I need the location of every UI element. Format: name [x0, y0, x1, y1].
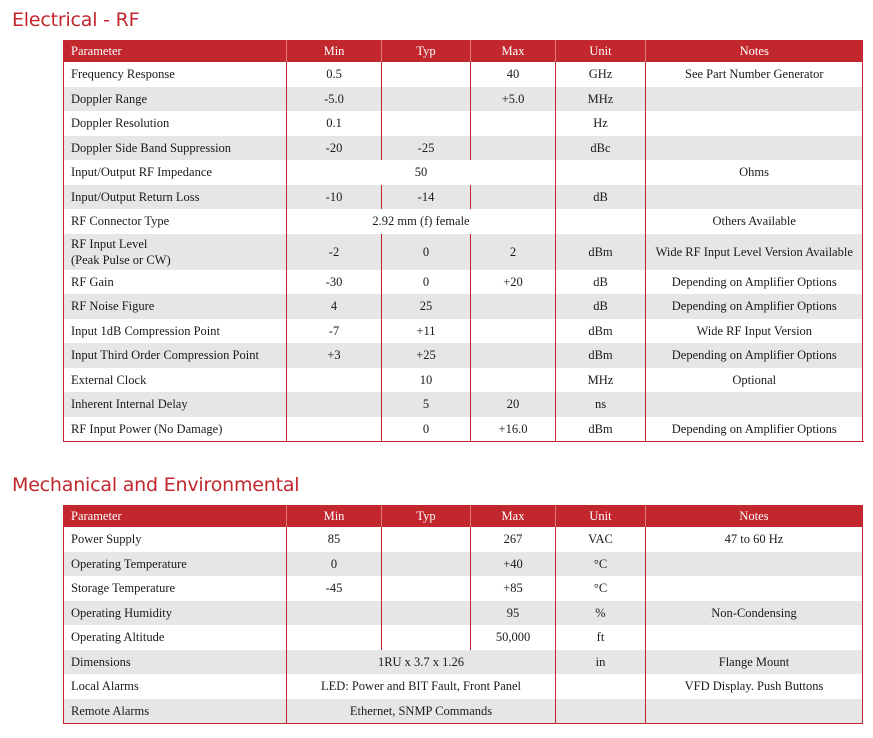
table-row — [64, 625, 863, 650]
column-header-unit: Unit — [556, 40, 646, 62]
cell-parameter: RF Gain — [64, 270, 287, 295]
table-row — [64, 160, 863, 185]
cell-max — [471, 368, 556, 393]
cell-min: 85 — [287, 527, 382, 552]
table-row — [64, 699, 863, 724]
cell-min: 0.5 — [287, 62, 382, 87]
cell-typ: 5 — [382, 392, 471, 417]
cell-value-span: 50 — [287, 160, 556, 185]
table-row — [64, 417, 863, 442]
table-row — [64, 270, 863, 295]
cell-unit: GHz — [556, 62, 646, 87]
cell-notes — [646, 576, 863, 601]
cell-unit — [556, 674, 646, 699]
cell-notes — [646, 87, 863, 112]
cell-notes — [646, 111, 863, 136]
cell-notes: 47 to 60 Hz — [646, 527, 863, 552]
cell-parameter: Local Alarms — [64, 674, 287, 699]
table-row — [64, 136, 863, 161]
cell-unit: °C — [556, 576, 646, 601]
column-header-parameter: Parameter — [64, 505, 287, 527]
cell-notes: Ohms — [646, 160, 863, 185]
cell-typ — [382, 111, 471, 136]
cell-max — [471, 319, 556, 344]
cell-min: -30 — [287, 270, 382, 295]
cell-unit: dBm — [556, 319, 646, 344]
cell-typ — [382, 527, 471, 552]
cell-min: -5.0 — [287, 87, 382, 112]
cell-max — [471, 294, 556, 319]
cell-min: -2 — [287, 234, 382, 270]
cell-parameter: Doppler Range — [64, 87, 287, 112]
table-row — [64, 343, 863, 368]
cell-parameter: Operating Altitude — [64, 625, 287, 650]
cell-notes: Others Available — [646, 209, 863, 234]
cell-typ — [382, 601, 471, 626]
cell-max — [471, 111, 556, 136]
column-header-min: Min — [287, 505, 382, 527]
table-row — [64, 392, 863, 417]
cell-parameter: Doppler Resolution — [64, 111, 287, 136]
cell-unit: in — [556, 650, 646, 675]
cell-typ: -25 — [382, 136, 471, 161]
cell-parameter: Operating Humidity — [64, 601, 287, 626]
column-header-notes: Notes — [646, 505, 863, 527]
cell-typ: 25 — [382, 294, 471, 319]
cell-min — [287, 417, 382, 442]
cell-unit: °C — [556, 552, 646, 577]
cell-parameter: Input 1dB Compression Point — [64, 319, 287, 344]
cell-typ: 0 — [382, 234, 471, 270]
cell-parameter: Remote Alarms — [64, 699, 287, 724]
table-row — [64, 209, 863, 234]
cell-notes — [646, 392, 863, 417]
cell-max: 2 — [471, 234, 556, 270]
table-row — [64, 319, 863, 344]
section-title-electrical-rf: Electrical - RF — [12, 9, 140, 31]
cell-typ — [382, 576, 471, 601]
cell-parameter: Inherent Internal Delay — [64, 392, 287, 417]
column-header-notes: Notes — [646, 40, 863, 62]
column-header-unit: Unit — [556, 505, 646, 527]
cell-parameter: RF Noise Figure — [64, 294, 287, 319]
cell-typ — [382, 552, 471, 577]
table-header-row — [64, 505, 863, 527]
cell-parameter: RF Connector Type — [64, 209, 287, 234]
cell-value-span: Ethernet, SNMP Commands — [287, 699, 556, 724]
table-row — [64, 650, 863, 675]
cell-parameter: Frequency Response — [64, 62, 287, 87]
table-row — [64, 111, 863, 136]
column-header-max: Max — [471, 505, 556, 527]
cell-parameter: RF Input Level (Peak Pulse or CW) — [64, 234, 287, 270]
cell-value-span: LED: Power and BIT Fault, Front Panel — [287, 674, 556, 699]
cell-unit: VAC — [556, 527, 646, 552]
cell-parameter: RF Input Power (No Damage) — [64, 417, 287, 442]
cell-unit: MHz — [556, 368, 646, 393]
cell-unit: dBm — [556, 234, 646, 270]
cell-unit — [556, 209, 646, 234]
cell-notes: Non-Condensing — [646, 601, 863, 626]
cell-parameter: Power Supply — [64, 527, 287, 552]
cell-typ: 10 — [382, 368, 471, 393]
cell-unit: MHz — [556, 87, 646, 112]
table-row — [64, 368, 863, 393]
cell-min: 0.1 — [287, 111, 382, 136]
cell-parameter: Dimensions — [64, 650, 287, 675]
cell-typ: 0 — [382, 417, 471, 442]
cell-notes — [646, 625, 863, 650]
cell-parameter: Input/Output Return Loss — [64, 185, 287, 210]
cell-notes — [646, 185, 863, 210]
cell-notes — [646, 136, 863, 161]
cell-max: 40 — [471, 62, 556, 87]
cell-notes: Wide RF Input Version — [646, 319, 863, 344]
cell-unit: % — [556, 601, 646, 626]
cell-typ — [382, 625, 471, 650]
table-header-row — [64, 40, 863, 62]
cell-min: 4 — [287, 294, 382, 319]
cell-parameter: Input Third Order Compression Point — [64, 343, 287, 368]
cell-parameter: Storage Temperature — [64, 576, 287, 601]
column-header-max: Max — [471, 40, 556, 62]
cell-min — [287, 625, 382, 650]
cell-notes: VFD Display. Push Buttons — [646, 674, 863, 699]
cell-unit: dB — [556, 185, 646, 210]
mechanical-environmental-table — [63, 505, 863, 724]
cell-unit: ft — [556, 625, 646, 650]
cell-value-span: 2.92 mm (f) female — [287, 209, 556, 234]
cell-unit — [556, 160, 646, 185]
cell-typ: 0 — [382, 270, 471, 295]
cell-value-span: 1RU x 3.7 x 1.26 — [287, 650, 556, 675]
cell-unit: Hz — [556, 111, 646, 136]
cell-min — [287, 368, 382, 393]
table-row — [64, 62, 863, 87]
cell-unit — [556, 699, 646, 724]
cell-typ: +11 — [382, 319, 471, 344]
cell-max: +5.0 — [471, 87, 556, 112]
cell-typ: -14 — [382, 185, 471, 210]
cell-notes: Optional — [646, 368, 863, 393]
cell-max: 267 — [471, 527, 556, 552]
cell-notes: Depending on Amplifier Options — [646, 343, 863, 368]
cell-max: +40 — [471, 552, 556, 577]
cell-parameter: Doppler Side Band Suppression — [64, 136, 287, 161]
cell-unit: dBc — [556, 136, 646, 161]
cell-unit: dB — [556, 294, 646, 319]
cell-max: +85 — [471, 576, 556, 601]
column-header-parameter: Parameter — [64, 40, 287, 62]
cell-notes: See Part Number Generator — [646, 62, 863, 87]
cell-notes — [646, 699, 863, 724]
table-row — [64, 527, 863, 552]
cell-parameter: Operating Temperature — [64, 552, 287, 577]
cell-max — [471, 185, 556, 210]
cell-max — [471, 343, 556, 368]
table-row — [64, 552, 863, 577]
column-header-min: Min — [287, 40, 382, 62]
cell-max: 20 — [471, 392, 556, 417]
cell-min: -10 — [287, 185, 382, 210]
column-header-typ: Typ — [382, 505, 471, 527]
cell-min: -7 — [287, 319, 382, 344]
cell-unit: dB — [556, 270, 646, 295]
cell-max: +16.0 — [471, 417, 556, 442]
electrical-rf-table — [63, 40, 863, 442]
table-row — [64, 87, 863, 112]
table-row — [64, 185, 863, 210]
cell-notes: Depending on Amplifier Options — [646, 294, 863, 319]
cell-typ: +25 — [382, 343, 471, 368]
cell-notes: Depending on Amplifier Options — [646, 270, 863, 295]
cell-min: +3 — [287, 343, 382, 368]
cell-unit: dBm — [556, 343, 646, 368]
table-row — [64, 294, 863, 319]
cell-max: 95 — [471, 601, 556, 626]
cell-max — [471, 136, 556, 161]
section-title-mechanical-environmental: Mechanical and Environmental — [12, 474, 300, 496]
cell-min — [287, 392, 382, 417]
cell-min: -20 — [287, 136, 382, 161]
table-row — [64, 674, 863, 699]
cell-typ — [382, 62, 471, 87]
table-row — [64, 576, 863, 601]
cell-max: +20 — [471, 270, 556, 295]
cell-parameter: Input/Output RF Impedance — [64, 160, 287, 185]
cell-notes — [646, 552, 863, 577]
cell-unit: ns — [556, 392, 646, 417]
cell-min: -45 — [287, 576, 382, 601]
cell-notes: Wide RF Input Level Version Available — [646, 234, 863, 270]
cell-notes: Depending on Amplifier Options — [646, 417, 863, 442]
cell-notes: Flange Mount — [646, 650, 863, 675]
table-row — [64, 601, 863, 626]
cell-min: 0 — [287, 552, 382, 577]
cell-typ — [382, 87, 471, 112]
column-header-typ: Typ — [382, 40, 471, 62]
cell-unit: dBm — [556, 417, 646, 442]
cell-parameter: External Clock — [64, 368, 287, 393]
cell-max: 50,000 — [471, 625, 556, 650]
table-row — [64, 234, 863, 270]
cell-min — [287, 601, 382, 626]
